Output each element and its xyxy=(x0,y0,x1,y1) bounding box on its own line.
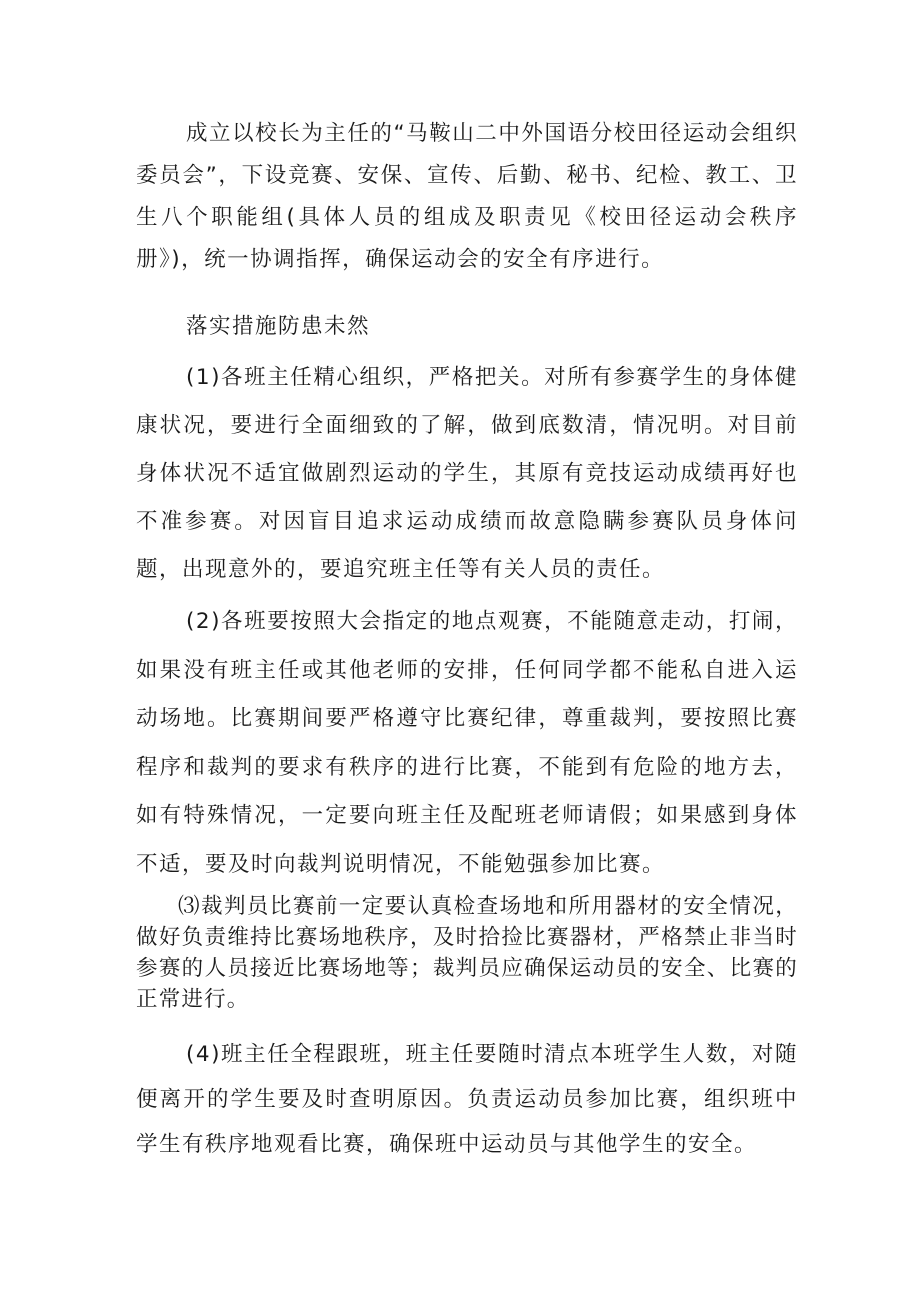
section-heading-measures: 落实措施防患未然 xyxy=(186,314,371,339)
paragraph-measure-1: (1)各班主任精心组织，严格把关。对所有参赛学生的身体健康状况，要进行全面细致的了解，做到底数清，情况明。对目前身体状况不适宜做剧烈运动的学生，其原有竞技运动成绩再好也不准参赛。对因盲目追求运动成绩而故意隐瞒参赛队员身体问题，出现意外的，要追究班主任等有关人员的责任。 xyxy=(136,365,798,582)
paragraph-measure-3: ⑶裁判员比赛前一定要认真检查场地和所用器材的安全情况，做好负责维持比赛场地秩序，及时拾捡比赛器材，严格禁止非当时参赛的人员接近比赛场地等；裁判员应确保运动员的安全、比赛的正常进行。 xyxy=(136,894,798,1012)
paragraph-committee: 成立以校长为主任的“马鞍山二中外国语分校田径运动会组织委员会”，下设竞赛、安保、宣传、后勤、秘书、纪检、教工、卫生八个职能组(具体人员的组成及职责见《校田径运动会秩序册》)，统一协调指挥，确保运动会的安全有序进行。 xyxy=(136,121,798,272)
paragraph-measure-4: (4)班主任全程跟班，班主任要随时清点本班学生人数，对随便离开的学生要及时查明原因。负责运动员参加比赛，组织班中学生有秩序地观看比赛，确保班中运动员与其他学生的安全。 xyxy=(136,1042,798,1157)
paragraph-measure-2: (2)各班要按照大会指定的地点观赛，不能随意走动，打闹，如果没有班主任或其他老师的安排，任何同学都不能私自进入运动场地。比赛期间要严格遵守比赛纪律，尊重裁判，要按照比赛程序和裁判的要求有秩序的进行比赛，不能到有危险的地方去，如有特殊情况，一定要向班主任及配班老师请假；如果感到身体不适，要及时向裁判说明情况，不能勉强参加比赛。 xyxy=(136,609,798,877)
